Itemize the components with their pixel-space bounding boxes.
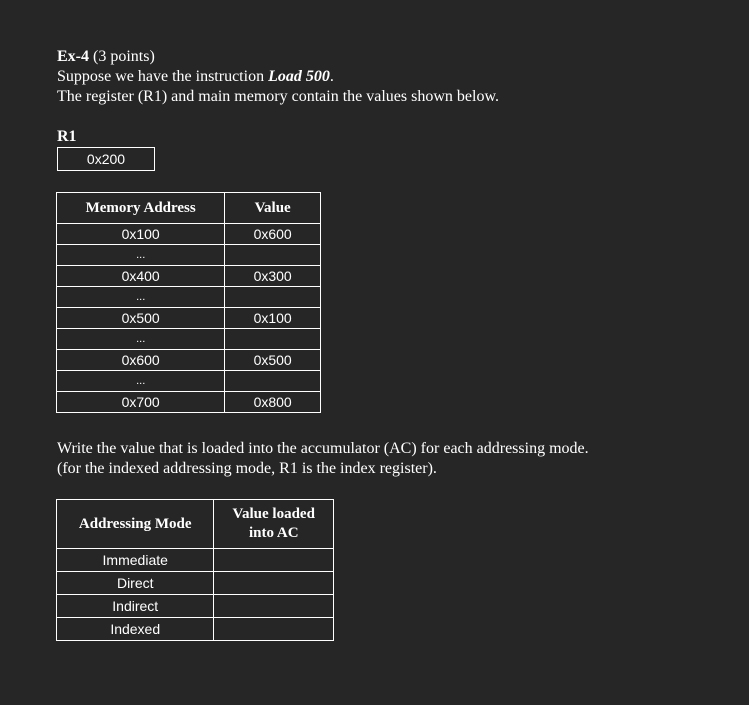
empty-cell (225, 329, 321, 350)
memory-value-cell: 0x800 (225, 392, 321, 413)
memory-address-cell: 0x500 (57, 308, 225, 329)
ellipsis-cell: ... (57, 371, 225, 392)
ellipsis-row (57, 329, 321, 350)
empty-cell (225, 287, 321, 308)
ellipsis-cell: ... (57, 329, 225, 350)
table-row (57, 392, 321, 413)
exercise-points: (3 points) (93, 48, 155, 65)
memory-address-cell: 0x600 (57, 350, 225, 371)
memory-value-cell: 0x100 (225, 308, 321, 329)
instruction-text: Load 500 (268, 68, 330, 85)
modes-table-header (57, 500, 334, 549)
memory-address-cell: 0x100 (57, 224, 225, 245)
memory-address-cell: 0x700 (57, 392, 225, 413)
instruction-prefix: Suppose we have the instruction (57, 68, 269, 85)
memory-value-cell: 0x500 (225, 350, 321, 371)
table-row (57, 618, 334, 641)
exercise-line-2: The register (R1) and main memory contain the values shown below. (57, 88, 499, 105)
mode-name-cell: Immediate (57, 549, 214, 572)
answer-cell[interactable] (214, 549, 334, 572)
exercise-label: Ex-4 (57, 48, 89, 65)
value-loaded-header-line-1: Value loaded (232, 506, 315, 522)
instruction-suffix: . (329, 68, 334, 85)
mode-name-cell: Indirect (57, 595, 214, 618)
ellipsis-cell: ... (57, 287, 225, 308)
exercise-title (57, 47, 499, 67)
table-row (57, 595, 334, 618)
table-row (57, 572, 334, 595)
answer-cell[interactable] (214, 595, 334, 618)
memory-value-header: Value (225, 193, 321, 224)
memory-value-cell: 0x600 (225, 224, 321, 245)
exercise-line-1 (57, 67, 499, 87)
value-loaded-header (214, 500, 334, 549)
table-row (57, 308, 321, 329)
memory-address-header: Memory Address (57, 193, 225, 224)
register-value-box: 0x200 (57, 147, 155, 171)
memory-address-cell: 0x400 (57, 266, 225, 287)
mode-name-cell: Direct (57, 572, 214, 595)
ellipsis-row (57, 371, 321, 392)
task-line-1: Write the value that is loaded into the accumulator (AC) for each addressing mode. (57, 440, 589, 457)
ellipsis-row (57, 287, 321, 308)
addressing-modes-table (56, 499, 334, 641)
task-line-2: (for the indexed addressing mode, R1 is the index register). (57, 460, 437, 477)
empty-cell (225, 371, 321, 392)
value-loaded-header-line-2: into AC (248, 525, 299, 541)
table-row (57, 266, 321, 287)
answer-cell[interactable] (214, 618, 334, 641)
empty-cell (225, 245, 321, 266)
addressing-mode-header: Addressing Mode (57, 500, 214, 549)
table-row (57, 549, 334, 572)
mode-name-cell: Indexed (57, 618, 214, 641)
table-row (57, 350, 321, 371)
memory-table-header (57, 193, 321, 224)
ellipsis-row (57, 245, 321, 266)
answer-cell[interactable] (214, 572, 334, 595)
task-instructions (57, 439, 589, 479)
register-label: R1 (57, 128, 77, 145)
memory-table (56, 192, 321, 413)
exercise-intro (57, 47, 499, 107)
memory-value-cell: 0x300 (225, 266, 321, 287)
table-row (57, 224, 321, 245)
ellipsis-cell: ... (57, 245, 225, 266)
